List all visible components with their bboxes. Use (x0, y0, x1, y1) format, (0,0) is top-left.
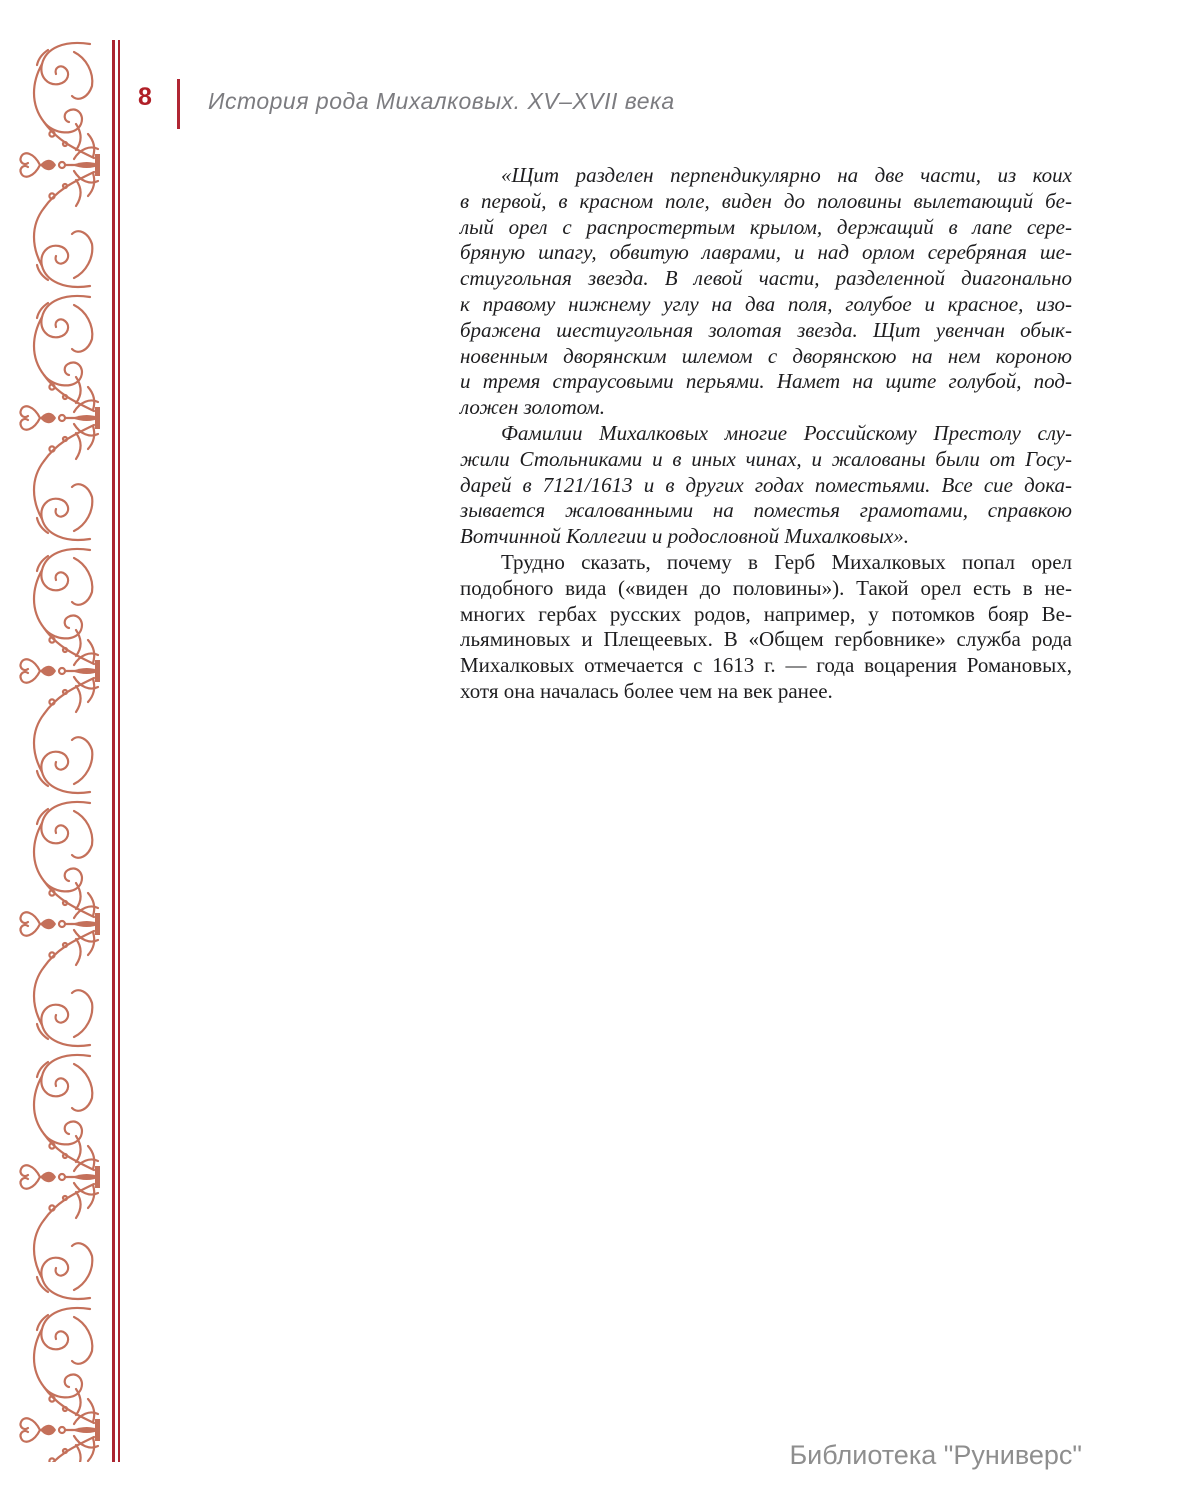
text-line: и тремя страусовыми перьями. Намет на щите голубой, под- (460, 369, 1072, 394)
text-line: Вотчинной Коллегии и родословной Михалковых». (460, 524, 910, 549)
text-line: новенным дворянским шлемом с дворянскою на нем короною (460, 343, 1072, 368)
running-header: История рода Михалковых. XV–XVII века (208, 88, 675, 114)
text-line: дарей в 7121/1613 и в других годах поместьями. Все сие дока- (460, 472, 1072, 497)
text-line: Фамилии Михалковых многие Российскому Престолу слу- (501, 420, 1072, 445)
page-number: 8 (138, 83, 152, 111)
text-line: бражена шестиугольная золотая звезда. Щит увенчан обык- (460, 317, 1072, 342)
text-line: лый орел с распростертым крылом, держащий в лапе сере- (460, 214, 1072, 239)
text-line: бряную шпагу, обвитую лаврами, и над орлом серебряная ше- (460, 240, 1072, 265)
left-double-rule-inner (118, 40, 120, 1462)
header-separator-line (177, 79, 180, 129)
footer-watermark: Библиотека "Руниверс" (789, 1440, 1082, 1470)
text-line: Трудно сказать, почему в Герб Михалковых попал орел (501, 549, 1072, 574)
article (460, 163, 1072, 705)
text-line: многих гербах русских родов, например, у потомков бояр Ве- (460, 601, 1072, 626)
text-line: «Щит разделен перпендикулярно на две части, из коих (501, 163, 1072, 187)
floral-scroll-icon (16, 38, 108, 1462)
text-line: в первой, в красном поле, виден до половины вылетающий бе- (460, 188, 1072, 213)
text-line: стиугольная звезда. В левой части, разделенной диагонально (460, 266, 1072, 291)
text-line: жили Стольниками и в иных чинах, и жалованы были от Госу- (460, 446, 1072, 471)
text-line: подобного вида («виден до половины»). Такой орел есть в не- (460, 575, 1072, 600)
text-line: ложен золотом. (460, 395, 605, 420)
floral-border-ornament (16, 38, 108, 1462)
text-line: хотя она началась более чем на век ранее. (460, 678, 833, 703)
text-line: льяминовых и Плещеевых. В «Общем гербовнике» служба рода (460, 627, 1072, 652)
left-double-rule-outer (112, 40, 115, 1462)
text-line: к правому нижнему углу на два поля, голубое и красное, изо- (460, 291, 1072, 316)
text-line: Михалковых отмечается с 1613 г. — года воцарения Романовых, (460, 653, 1072, 678)
text-line: зывается жалованными на поместья грамотами, справкою (460, 498, 1072, 523)
